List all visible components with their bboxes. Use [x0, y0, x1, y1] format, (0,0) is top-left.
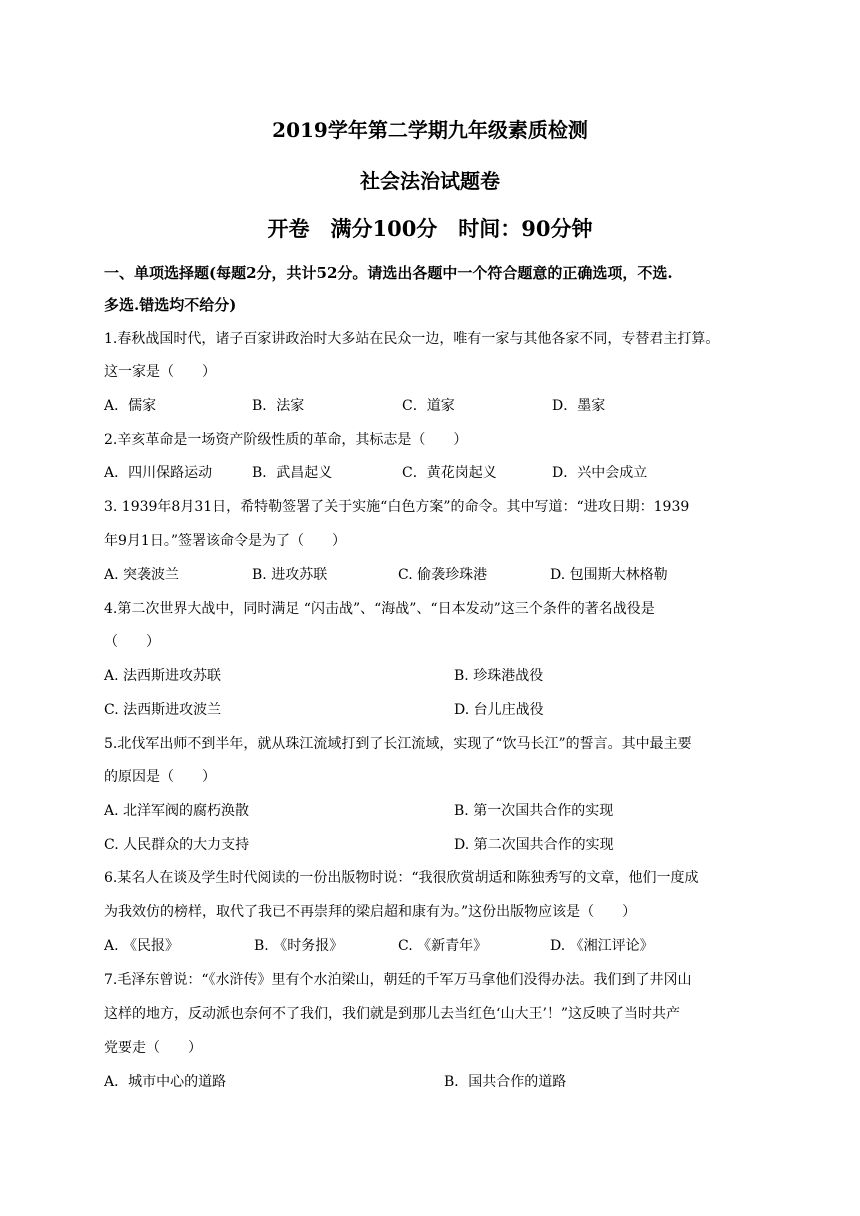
exam-info: 开卷 满分100分 时间：90分钟: [267, 216, 593, 241]
question-2-option-a: A．四川保路运动: [104, 465, 213, 481]
question-3-line-1: 3. 1939年8月31日，希特勒签署了关于实施“白色方案”的命令。其中写道：“进攻日期：1939: [104, 499, 690, 515]
question-5-line-2: 的原因是（ ）: [104, 769, 216, 785]
question-5-line-1: 5.北伐军出师不到半年，就从珠江流域打到了长江流域，实现了“饮马长江”的誓言。其中最主要: [104, 736, 692, 752]
question-2-option-d: D．兴中会成立: [552, 465, 648, 481]
question-3-option-c: C. 偷袭珍珠港: [398, 567, 488, 583]
question-4-option-c: C. 法西斯进攻波兰: [104, 702, 222, 718]
question-3-line-2: 年9月1日。”签署该命令是为了（ ）: [104, 533, 346, 549]
section-heading-line-2: 多选.错选均不给分): [104, 296, 237, 314]
question-1-option-c: C．道家: [402, 398, 455, 414]
question-6-option-c: C. 《新青年》: [398, 938, 488, 954]
exam-title: 2019学年第二学期九年级素质检测: [272, 118, 588, 142]
question-6-line-2: 为我效仿的榜样，取代了我已不再崇拜的梁启超和康有为。”这份出版物应该是（ ）: [104, 904, 637, 920]
question-5-option-b: B. 第一次国共合作的实现: [454, 803, 614, 819]
question-7-option-a: A．城市中心的道路: [104, 1074, 227, 1090]
question-6-option-d: D. 《湘江评论》: [550, 938, 654, 954]
question-1-line-2: 这一家是（ ）: [104, 364, 216, 380]
question-3-option-a: A. 突袭波兰: [104, 567, 180, 583]
question-7-line-1: 7.毛泽东曾说：“《水浒传》里有个水泊梁山，朝廷的千军万马拿他们没得办法。我们到了井冈山: [104, 972, 692, 988]
question-3-option-d: D. 包围斯大林格勒: [550, 567, 668, 583]
question-5-option-a: A. 北洋军阀的腐朽涣散: [104, 803, 250, 819]
exam-subtitle: 社会法治试题卷: [360, 169, 500, 193]
question-2-option-c: C．黄花岗起义: [402, 465, 497, 481]
question-6-option-a: A. 《民报》: [104, 938, 180, 954]
question-7-option-b: B．国共合作的道路: [444, 1074, 567, 1090]
question-1-line-1: 1.春秋战国时代，诸子百家讲政治时大多站在民众一边，唯有一家与其他各家不同，专替君主打算。: [104, 331, 720, 347]
question-1-option-d: D．墨家: [552, 398, 606, 414]
question-5-option-d: D. 第二次国共合作的实现: [454, 837, 614, 853]
question-4-line-2: （ ）: [104, 634, 160, 650]
question-6-option-b: B. 《时务报》: [254, 938, 344, 954]
question-4-option-b: B. 珍珠港战役: [454, 668, 544, 684]
question-7-line-2: 这样的地方，反动派也奈何不了我们，我们就是到那儿去当红色‘山大王’！”这反映了当时共产: [104, 1006, 681, 1022]
question-2-option-b: B．武昌起义: [252, 465, 333, 481]
question-1-option-a: A．儒家: [104, 398, 157, 414]
question-2-line-1: 2.辛亥革命是一场资产阶级性质的革命，其标志是（ ）: [104, 432, 468, 448]
question-4-option-d: D. 台儿庄战役: [454, 702, 544, 718]
question-5-option-c: C. 人民群众的大力支持: [104, 837, 250, 853]
question-1-option-b: B．法家: [252, 398, 305, 414]
question-4-option-a: A. 法西斯进攻苏联: [104, 668, 222, 684]
question-6-line-1: 6.某名人在谈及学生时代阅读的一份出版物时说：“我很欣赏胡适和陈独秀写的文章，他们一度成: [104, 870, 699, 886]
section-heading-line-1: 一、单项选择题(每题2分，共计52分。请选出各题中一个符合题意的正确选项，不选.: [104, 264, 673, 282]
question-7-line-3: 党要走（ ）: [104, 1040, 202, 1056]
question-3-option-b: B. 进攻苏联: [252, 567, 328, 583]
question-4-line-1: 4.第二次世界大战中，同时满足 “闪击战”、“海战”、“日本发动”这三个条件的著名战役是: [104, 601, 655, 617]
